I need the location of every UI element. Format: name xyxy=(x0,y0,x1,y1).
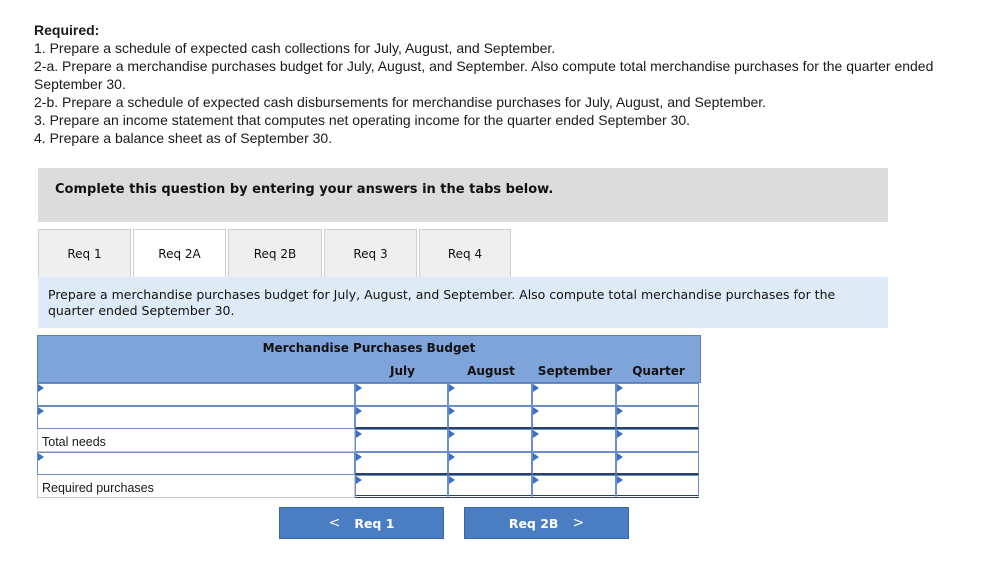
input-flag-icon xyxy=(617,384,623,392)
tab-req-4[interactable]: Req 4 xyxy=(419,229,511,277)
required-item-2b: 2-b. Prepare a schedule of expected cash disbursements for merchandise purchases for July, August, and September. xyxy=(34,94,767,110)
required-section xyxy=(34,21,984,147)
input-flag-icon xyxy=(617,430,623,438)
tab-req-1[interactable]: Req 1 xyxy=(38,229,131,277)
input-flag-icon xyxy=(38,453,44,461)
quarter-input[interactable] xyxy=(616,383,699,406)
tab-req-2b[interactable]: Req 2B xyxy=(228,229,322,277)
col-header-september: September xyxy=(537,363,613,378)
input-flag-icon xyxy=(617,476,623,484)
input-flag-icon xyxy=(449,453,455,461)
input-flag-icon xyxy=(533,384,539,392)
july-input[interactable] xyxy=(355,452,448,475)
quarter-input[interactable] xyxy=(616,452,699,475)
col-header-july: July xyxy=(390,363,415,378)
chevron-right-icon: > xyxy=(572,515,585,531)
july-input[interactable] xyxy=(355,383,448,406)
input-flag-icon xyxy=(533,476,539,484)
required-item-3: 3. Prepare an income statement that computes net operating income for the quarter ended September 30. xyxy=(34,112,691,128)
august-input[interactable] xyxy=(448,406,532,429)
col-header-august: August xyxy=(467,363,515,378)
tab-req-2a[interactable]: Req 2A xyxy=(133,229,226,278)
table-row xyxy=(37,452,701,475)
august-input[interactable] xyxy=(448,429,532,452)
chevron-left-icon: < xyxy=(328,515,341,531)
july-input[interactable] xyxy=(355,429,448,452)
quarter-input[interactable] xyxy=(616,429,699,452)
prev-req-label: Req 1 xyxy=(354,515,395,531)
next-req-label: Req 2B xyxy=(508,515,559,531)
next-req-button[interactable] xyxy=(464,507,629,539)
input-flag-icon xyxy=(356,384,362,392)
col-header-quarter: Quarter xyxy=(632,363,685,378)
tab-bar xyxy=(38,229,513,277)
input-flag-icon xyxy=(449,430,455,438)
table-row xyxy=(37,383,701,406)
budget-header-row xyxy=(37,359,701,383)
september-input[interactable] xyxy=(532,475,616,498)
header-label-spacer xyxy=(38,359,356,382)
input-flag-icon xyxy=(617,407,623,415)
table-row-total-needs xyxy=(37,429,701,452)
prev-req-button[interactable] xyxy=(279,507,444,539)
september-input[interactable] xyxy=(532,429,616,452)
input-flag-icon xyxy=(356,430,362,438)
row-label-input[interactable] xyxy=(37,452,355,475)
row-label-required-purchases: Required purchases xyxy=(37,475,355,498)
august-input[interactable] xyxy=(448,475,532,498)
input-flag-icon xyxy=(533,407,539,415)
merchandise-purchases-budget xyxy=(37,335,701,498)
input-flag-icon xyxy=(533,430,539,438)
instructions-banner: Complete this question by entering your answers in the tabs below. xyxy=(38,168,888,222)
table-row-required-purchases xyxy=(37,475,701,498)
input-flag-icon xyxy=(356,407,362,415)
required-item-1: 1. Prepare a schedule of expected cash collections for July, August, and September. xyxy=(34,40,556,56)
september-input[interactable] xyxy=(532,406,616,429)
input-flag-icon xyxy=(449,384,455,392)
table-row xyxy=(37,406,701,429)
quarter-input[interactable] xyxy=(616,406,699,429)
input-flag-icon xyxy=(356,476,362,484)
row-label-input[interactable] xyxy=(37,383,355,406)
quarter-input[interactable] xyxy=(616,475,699,498)
input-flag-icon xyxy=(449,407,455,415)
tab-req-3[interactable]: Req 3 xyxy=(324,229,417,277)
september-input[interactable] xyxy=(532,452,616,475)
row-label-input[interactable] xyxy=(37,406,355,429)
row-label-total-needs: Total needs xyxy=(37,429,355,452)
required-item-4: 4. Prepare a balance sheet as of September 30. xyxy=(34,130,333,146)
required-heading: Required: xyxy=(34,22,100,38)
august-input[interactable] xyxy=(448,383,532,406)
august-input[interactable] xyxy=(448,452,532,475)
input-flag-icon xyxy=(38,407,44,415)
july-input[interactable] xyxy=(355,406,448,429)
input-flag-icon xyxy=(356,453,362,461)
required-item-2a: 2-a. Prepare a merchandise purchases budget for July, August, and September. Also compute total merchandise purchases for the quarter ended September 30. xyxy=(34,58,934,92)
input-flag-icon xyxy=(533,453,539,461)
input-flag-icon xyxy=(617,453,623,461)
september-input[interactable] xyxy=(532,383,616,406)
input-flag-icon xyxy=(449,476,455,484)
budget-title: Merchandise Purchases Budget xyxy=(37,335,701,359)
input-flag-icon xyxy=(38,384,44,392)
tab-instruction: Prepare a merchandise purchases budget for July, August, and September. Also compute total merchandise purchases for the quarter ended September 30. xyxy=(38,277,888,328)
july-input[interactable] xyxy=(355,475,448,498)
